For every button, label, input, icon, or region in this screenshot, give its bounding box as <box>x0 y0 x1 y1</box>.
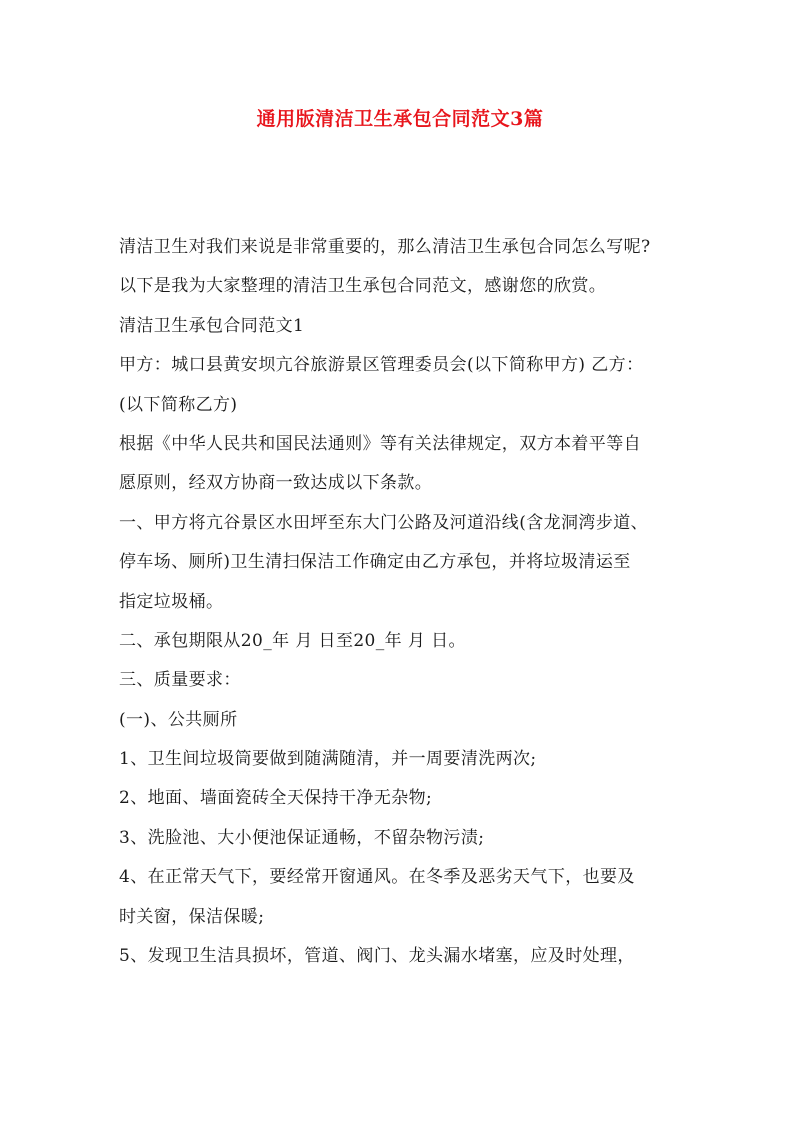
list-item: 5、发现卫生洁具损坏，管道、阀门、龙头漏水堵塞，应及时处理， <box>119 946 635 967</box>
paragraph-line: 根据《中华人民共和国民法通则》等有关法律规定，双方本着平等自 <box>119 433 641 454</box>
paragraph-line: 一、甲方将亢谷景区水田坪至东大门公路及河道沿线(含龙洞湾步道、 <box>119 512 649 533</box>
document-title: 通用版清洁卫生承包合同范文3篇 <box>256 108 544 130</box>
list-item: 3、洗脸池、大小便池保证通畅，不留杂物污渍; <box>119 827 485 848</box>
list-item: 2、地面、墙面瓷砖全天保持干净无杂物; <box>119 788 433 809</box>
list-item: 时关窗，保洁保暖; <box>119 906 265 927</box>
paragraph-line: 愿原则，经双方协商一致达成以下条款。 <box>119 473 433 494</box>
paragraph-line: 指定垃圾桶。 <box>119 591 224 612</box>
list-item: 1、卫生间垃圾筒要做到随满随清，并一周要清洗两次; <box>119 749 537 770</box>
list-item: 4、在正常天气下，要经常开窗通风。在冬季及恶劣天气下，也要及 <box>119 867 635 888</box>
paragraph-line: 以下是我为大家整理的清洁卫生承包合同范文，感谢您的欣赏。 <box>119 276 607 297</box>
paragraph-line: (以下简称乙方) <box>119 394 238 415</box>
paragraph-line: 三、质量要求： <box>119 670 241 691</box>
paragraph-line: 甲方：城口县黄安坝亢谷旅游景区管理委员会(以下简称甲方) 乙方： <box>119 355 644 376</box>
document-body <box>119 228 699 976</box>
paragraph-line: (一)、公共厕所 <box>119 709 238 730</box>
paragraph-line: 停车场、厕所)卫生清扫保洁工作确定由乙方承包，并将垃圾清运至 <box>119 552 631 573</box>
paragraph-line: 二、承包期限从20_年 月 日至20_年 月 日。 <box>119 630 466 651</box>
paragraph-line: 清洁卫生对我们来说是非常重要的，那么清洁卫生承包合同怎么写呢? <box>119 237 651 257</box>
section-heading: 清洁卫生承包合同范文1 <box>119 315 305 336</box>
